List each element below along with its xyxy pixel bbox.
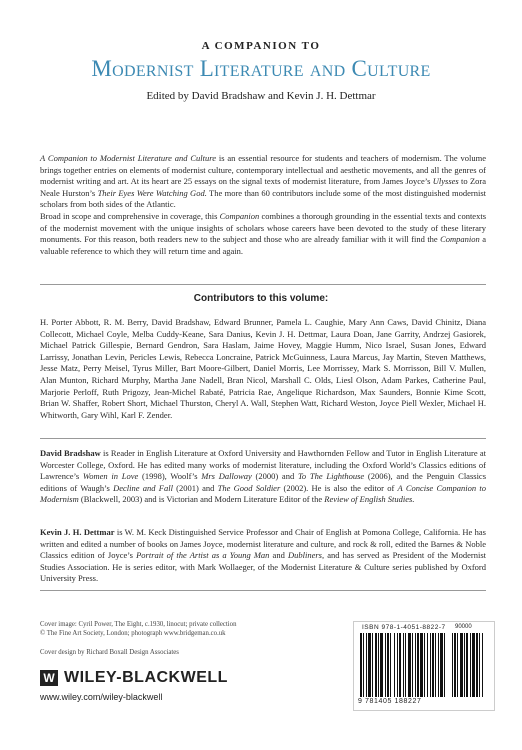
publisher-logo	[40, 668, 228, 688]
description-paragraph-1: A Companion to Modernist Literature and Culture is an essential resource for students and teachers of modernism. The volume brings together entries on elements of modernist culture, contemporary intellectual and aesthetic movements, and all the genres of modernist writing and art. At its heart are 25 essays on the signal texts of modernist literature, from James Joyce’s Ulysses to Zora Neale Hurston’s Their Eyes Were Watching God. The more than 60 contributors include some of the most distinguished modernist scholars from both sides of the Atlantic.	[40, 153, 486, 210]
divider	[40, 590, 486, 591]
barcode-icon	[360, 633, 446, 697]
kicker-text: A COMPANION TO	[201, 40, 321, 52]
isbn-number: ISBN 978-1-4051-8822-7	[362, 624, 446, 631]
description-paragraph-2: Broad in scope and comprehensive in coverage, this Companion combines a thorough grounding in the essential texts and contexts of the modernist movement with the unique insights of scholars whose careers have been devoted to the study of these literary monuments. For this reason, both readers new to the subject and those who are already familiar with it will find the Companion a valuable reference to which they will return time and again.	[40, 211, 486, 256]
cover-credits	[40, 620, 300, 638]
publisher-name: WILEY-BLACKWELL	[64, 669, 228, 686]
divider	[40, 438, 486, 439]
contributors-list: H. Porter Abbott, R. M. Berry, David Bradshaw, Edward Brunner, Pamela L. Caughie, Mary Ann Caws, David Chinitz, Diana Collecott, Michael Coyle, Melba Cuddy-Keane, Sara Danius, Kevin J. H. Dettmar, Laura Doan, Jane Garrity, Andrzej Gasiorek, Michael Patrick Gillespie, Bernard Gendron, Sara Haslam, Jaime Hovey, Maggie Humm, Nico Israel, Susan Jones, Edward Larrissy, Jonathan Levin, Pericles Lewis, Rebecca Loncraine, Patrick McGuinness, Laura Marcus, Jay Martin, Steven Matthews, Jesse Matz, Perry Meisel, Tyrus Miller, Bart Moore-Gilbert, Daniel Morris, Lee Morrissey, Mark S. Morrisson, Bill V. Mullen, Alan Munton, Richard Murphy, Martha Jane Nadell, Bran Nicol, Marshall C. Olds, Liesl Olson, Adam Parkes, Catherine Paul, Marjorie Perloff, Ruth Prigozy, Jean-Michel Rabaté, Patricia Rae, Angelique Richardson, Max Saunders, Bonnie Kime Scott, Brian W. Shaffer, Robert Short, Michael Thurston, Cheryl A. Wall, Stephen Watt, Richard Weston, Joyce Piell Wexler, Michael H. Whitworth, Gary Wihl, Karl F. Zender.	[40, 317, 486, 420]
bio-david-bradshaw: David Bradshaw is Reader in English Literature at Oxford University and Hawthornden Fellow and Tutor in English Literature at Worcester College, Oxford. He has edited many works of modernist literature, including the Oxford World’s Classics editions of Lawrence’s Women in Love (1998), Woolf’s Mrs Dalloway (2000) and To The Lighthouse (2006), and the Penguin Classics editions of Waugh’s Decline and Fall (2001) and The Good Soldier (2002). He is also the editor of A Concise Companion to Modernism (Blackwell, 2003) and is Victorian and Modern Literature Editor of the Review of English Studies.	[40, 448, 487, 505]
wiley-logo-icon: W	[40, 670, 58, 686]
editors-line: Edited by David Bradshaw and Kevin J. H. Dettmar	[146, 90, 376, 102]
publisher-url: www.wiley.com/wiley-blackwell	[40, 692, 163, 702]
bio-kevin-dettmar: Kevin J. H. Dettmar is W. M. Keck Distinguished Service Professor and Chair of English at Pomona College, California. He has written and edited a number of books on James Joyce, modernist literature and culture, and rock & roll, edited the Barnes & Noble Classics edition of Joyce’s Portrait of the Artist as a Young Man and Dubliners, and has served as President of the Modernist Studies Association. He is series editor, with Mark Wollaeger, of the Modernist Literature & Culture series published by Oxford University Press.	[40, 527, 486, 584]
cover-image-credit: Cover image: Cyril Power, The Eight, c.1930, linocut; private collection	[40, 621, 237, 628]
addon-barcode-icon	[452, 633, 488, 697]
barcode-number: 9 781405 188227	[358, 698, 422, 705]
divider	[40, 284, 486, 285]
book-title: Modernist Literature and Culture	[91, 56, 431, 81]
photo-credit: © The Fine Art Society, London; photograph www.bridgeman.co.uk	[40, 630, 226, 637]
cover-design-credit: Cover design by Richard Boxall Design Associates	[40, 649, 179, 656]
barcode-panel	[353, 621, 495, 711]
price-addon-number: 90000	[455, 624, 472, 630]
contributors-heading: Contributors to this volume:	[193, 293, 329, 304]
